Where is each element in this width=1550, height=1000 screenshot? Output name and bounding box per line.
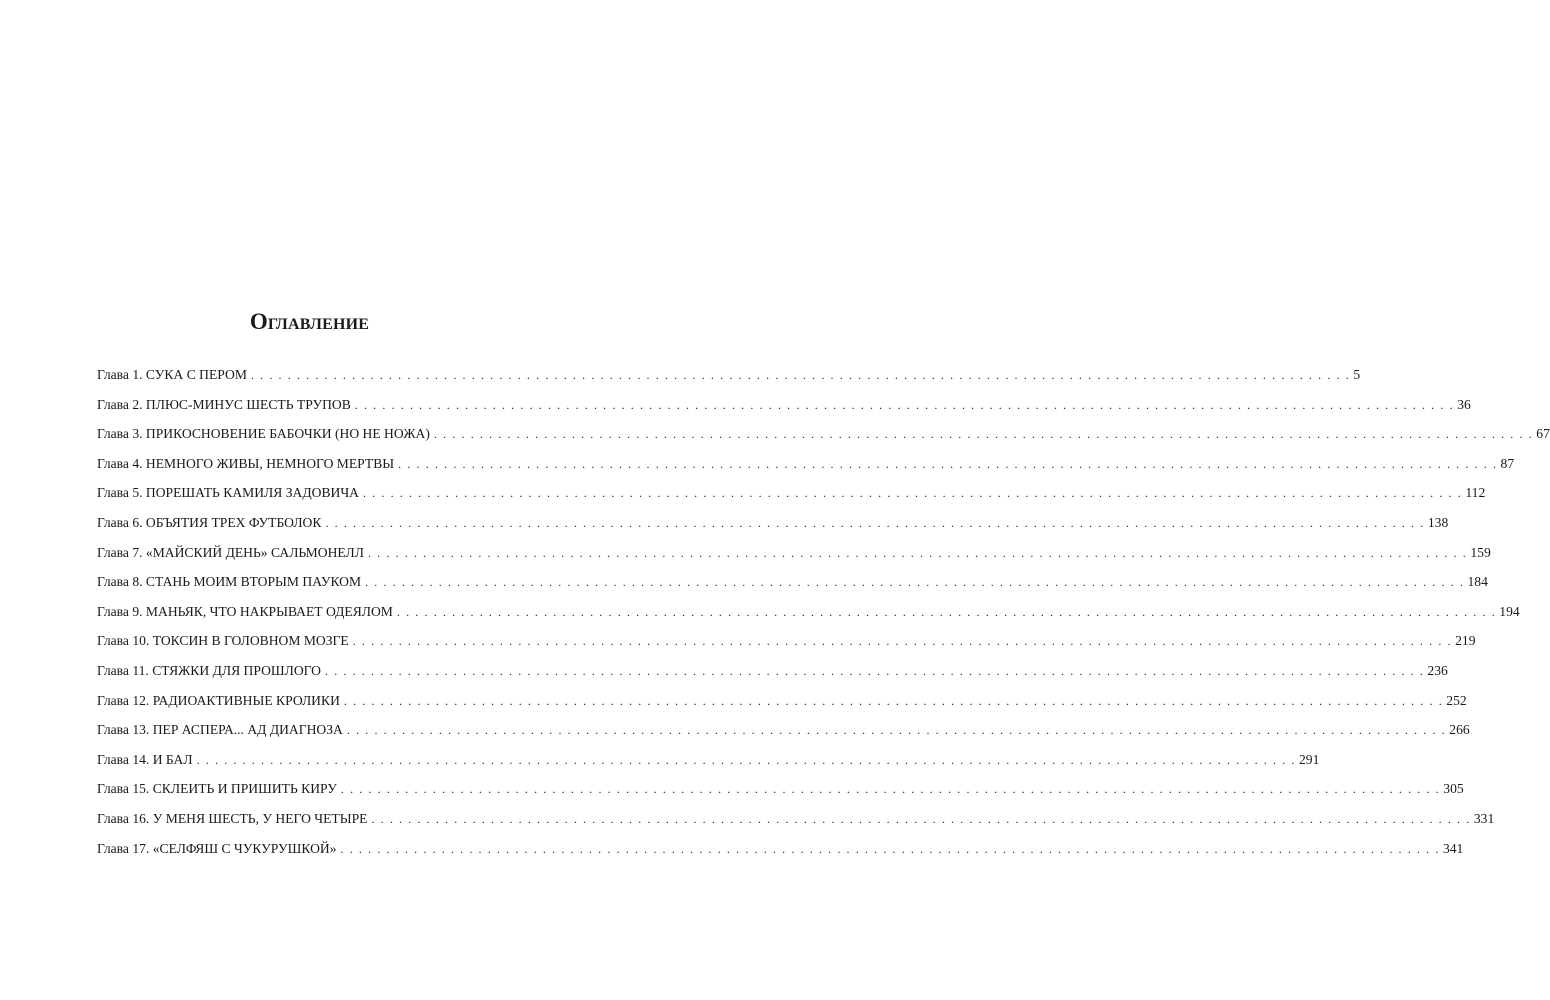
toc-entry-leader: . . . . . . . . . . . . . . . . . . . . . . . . . . . . . . . . . . . . . . . . . . . . . . . . . . . . . . . . . . . . . . . . . . . . . . . . . . . . . . . . . . . . . . . . . . . . . . . . . . . . . . . . . . . . . . . . . . . . . . . . bbox=[398, 456, 1498, 471]
toc-entry-page: 341 bbox=[1442, 840, 1464, 856]
toc-entry-label: Глава 8. СТАНЬ МОИМ ВТОРЫМ ПАУКОМ bbox=[97, 574, 362, 590]
toc-entry-label: Глава 1. СУКА С ПЕРОМ bbox=[97, 367, 247, 382]
toc-entry-label: Глава 3. ПРИКОСНОВЕНИЕ БАБОЧКИ (НО НЕ НОЖА) bbox=[97, 426, 430, 442]
toc-entry-label: Глава 13. ПЕР АСПЕРА... АД ДИАГНОЗА bbox=[97, 722, 343, 738]
toc-entry-page: 87 bbox=[1500, 455, 1515, 471]
toc-entry-chapter-15[interactable] bbox=[97, 779, 1464, 809]
toc-entry-chapter-7[interactable] bbox=[97, 543, 1491, 573]
toc-entry-chapter-3[interactable] bbox=[97, 424, 1550, 454]
toc-entry-label: Глава 2. ПЛЮС-МИНУС ШЕСТЬ ТРУПОВ bbox=[97, 396, 351, 412]
toc-entry-leader: . . . . . . . . . . . . . . . . . . . . . . . . . . . . . . . . . . . . . . . . . . . . . . . . . . . . . . . . . . . . . . . . . . . . . . . . . . . . . . . . . . . . . . . . . . . . . . . . . . . . . . . . . . . . . . . . . . . . . . . . bbox=[340, 841, 1440, 856]
toc-entry-label: Глава 10. ТОКСИН В ГОЛОВНОМ МОЗГЕ bbox=[97, 633, 349, 649]
toc-entry-leader: . . . . . . . . . . . . . . . . . . . . . . . . . . . . . . . . . . . . . . . . . . . . . . . . . . . . . . . . . . . . . . . . . . . . . . . . . . . . . . . . . . . . . . . . . . . . . . . . . . . . . . . . . . . . . . . . . . . . . . . . bbox=[362, 486, 1463, 501]
toc-entry-label: Глава 7. «МАЙСКИЙ ДЕНЬ» САЛЬМОНЕЛЛ bbox=[97, 544, 364, 560]
toc-entry-page: 159 bbox=[1470, 544, 1491, 560]
toc-entry-leader: . . . . . . . . . . . . . . . . . . . . . . . . . . . . . . . . . . . . . . . . . . . . . . . . . . . . . . . . . . . . . . . . . . . . . . . . . . . . . . . . . . . . . . . . . . . . . . . . . . . . . . . . . . . . . . . . . . . . . . . . bbox=[196, 752, 1296, 767]
toc-entry-label: Глава 11. СТЯЖКИ ДЛЯ ПРОШЛОГО bbox=[97, 662, 321, 678]
toc-entry-page: 138 bbox=[1427, 514, 1449, 530]
toc-title: Оглавление bbox=[249, 309, 370, 334]
toc-entry-leader: . . . . . . . . . . . . . . . . . . . . . . . . . . . . . . . . . . . . . . . . . . . . . . . . . . . . . . . . . . . . . . . . . . . . . . . . . . . . . . . . . . . . . . . . . . . . . . . . . . . . . . . . . . . . . . . . . . . . . . . . bbox=[365, 575, 1465, 590]
toc-entry-chapter-8[interactable] bbox=[97, 572, 1488, 602]
toc-entry-label: Глава 14. И БАЛ bbox=[97, 751, 193, 767]
toc-entry-leader: . . . . . . . . . . . . . . . . . . . . . . . . . . . . . . . . . . . . . . . . . . . . . . . . . . . . . . . . . . . . . . . . . . . . . . . . . . . . . . . . . . . . . . . . . . . . . . . . . . . . . . . . . . . . . . . . . . . . . . . . bbox=[354, 397, 1455, 412]
toc-entry-chapter-14[interactable] bbox=[97, 750, 1320, 780]
toc-entry-page: 236 bbox=[1427, 662, 1448, 678]
toc-entry-leader: . . . . . . . . . . . . . . . . . . . . . . . . . . . . . . . . . . . . . . . . . . . . . . . . . . . . . . . . . . . . . . . . . . . . . . . . . . . . . . . . . . . . . . . . . . . . . . . . . . . . . . . . . . . . . . . . . . . . . . . . bbox=[250, 368, 1351, 382]
toc-entry-chapter-5[interactable] bbox=[97, 483, 1486, 513]
toc-entry-page: 331 bbox=[1473, 810, 1495, 826]
table-of-contents bbox=[97, 365, 1550, 868]
toc-entry-leader: . . . . . . . . . . . . . . . . . . . . . . . . . . . . . . . . . . . . . . . . . . . . . . . . . . . . . . . . . . . . . . . . . . . . . . . . . . . . . . . . . . . . . . . . . . . . . . . . . . . . . . . . . . . . . . . . . . . . . . . . bbox=[371, 811, 1471, 826]
toc-entry-page: 36 bbox=[1457, 396, 1471, 412]
toc-entry-chapter-4[interactable] bbox=[97, 454, 1515, 484]
toc-entry-leader: . . . . . . . . . . . . . . . . . . . . . . . . . . . . . . . . . . . . . . . . . . . . . . . . . . . . . . . . . . . . . . . . . . . . . . . . . . . . . . . . . . . . . . . . . . . . . . . . . . . . . . . . . . . . . . . . . . . . . . . . bbox=[325, 515, 1425, 530]
toc-entry-leader: . . . . . . . . . . . . . . . . . . . . . . . . . . . . . . . . . . . . . . . . . . . . . . . . . . . . . . . . . . . . . . . . . . . . . . . . . . . . . . . . . . . . . . . . . . . . . . . . . . . . . . . . . . . . . . . . . . . . . . . . bbox=[325, 663, 1425, 678]
toc-entry-chapter-2[interactable] bbox=[97, 395, 1471, 425]
toc-entry-chapter-1[interactable] bbox=[97, 365, 1361, 395]
toc-entry-leader: . . . . . . . . . . . . . . . . . . . . . . . . . . . . . . . . . . . . . . . . . . . . . . . . . . . . . . . . . . . . . . . . . . . . . . . . . . . . . . . . . . . . . . . . . . . . . . . . . . . . . . . . . . . . . . . . . . . . . . . . bbox=[352, 634, 1453, 649]
toc-entry-page: 67 bbox=[1536, 426, 1550, 442]
toc-entry-label: Глава 5. ПОРЕШАТЬ КАМИЛЯ ЗАДОВИЧА bbox=[97, 485, 359, 501]
toc-entry-page: 291 bbox=[1299, 751, 1320, 767]
toc-entry-page: 252 bbox=[1446, 692, 1467, 708]
toc-entry-page: 184 bbox=[1467, 574, 1488, 590]
toc-entry-label: Глава 6. ОБЪЯТИЯ ТРЕХ ФУТБОЛОК bbox=[97, 514, 322, 530]
toc-entry-leader: . . . . . . . . . . . . . . . . . . . . . . . . . . . . . . . . . . . . . . . . . . . . . . . . . . . . . . . . . . . . . . . . . . . . . . . . . . . . . . . . . . . . . . . . . . . . . . . . . . . . . . . . . . . . . . . . . . . . . . . . bbox=[346, 723, 1447, 738]
toc-entry-page: 305 bbox=[1443, 781, 1464, 797]
toc-entry-page: 194 bbox=[1499, 603, 1520, 619]
toc-entry-label: Глава 4. НЕМНОГО ЖИВЫ, НЕМНОГО МЕРТВЫ bbox=[97, 455, 395, 471]
toc-entry-chapter-10[interactable] bbox=[97, 631, 1476, 661]
toc-entry-chapter-11[interactable] bbox=[97, 661, 1448, 691]
toc-entry-chapter-13[interactable] bbox=[97, 720, 1470, 750]
toc-entry-chapter-9[interactable] bbox=[97, 602, 1520, 632]
toc-entry-leader: . . . . . . . . . . . . . . . . . . . . . . . . . . . . . . . . . . . . . . . . . . . . . . . . . . . . . . . . . . . . . . . . . . . . . . . . . . . . . . . . . . . . . . . . . . . . . . . . . . . . . . . . . . . . . . . . . . . . . . . . bbox=[340, 782, 1441, 797]
toc-entry-leader: . . . . . . . . . . . . . . . . . . . . . . . . . . . . . . . . . . . . . . . . . . . . . . . . . . . . . . . . . . . . . . . . . . . . . . . . . . . . . . . . . . . . . . . . . . . . . . . . . . . . . . . . . . . . . . . . . . . . . . . . bbox=[343, 693, 1444, 708]
toc-entry-page: 5 bbox=[1353, 367, 1361, 382]
toc-entry-label: Глава 15. СКЛЕИТЬ И ПРИШИТЬ КИРУ bbox=[97, 781, 337, 797]
toc-entry-leader: . . . . . . . . . . . . . . . . . . . . . . . . . . . . . . . . . . . . . . . . . . . . . . . . . . . . . . . . . . . . . . . . . . . . . . . . . . . . . . . . . . . . . . . . . . . . . . . . . . . . . . . . . . . . . . . . . . . . . . . . bbox=[367, 545, 1468, 560]
toc-entry-chapter-17[interactable] bbox=[97, 839, 1464, 869]
toc-entry-chapter-12[interactable] bbox=[97, 691, 1467, 721]
toc-entry-leader: . . . . . . . . . . . . . . . . . . . . . . . . . . . . . . . . . . . . . . . . . . . . . . . . . . . . . . . . . . . . . . . . . . . . . . . . . . . . . . . . . . . . . . . . . . . . . . . . . . . . . . . . . . . . . . . . . . . . . . . . bbox=[433, 427, 1534, 442]
toc-entry-leader: . . . . . . . . . . . . . . . . . . . . . . . . . . . . . . . . . . . . . . . . . . . . . . . . . . . . . . . . . . . . . . . . . . . . . . . . . . . . . . . . . . . . . . . . . . . . . . . . . . . . . . . . . . . . . . . . . . . . . . . . bbox=[396, 604, 1497, 619]
toc-entry-chapter-16[interactable] bbox=[97, 809, 1495, 839]
toc-entry-label: Глава 12. РАДИОАКТИВНЫЕ КРОЛИКИ bbox=[97, 692, 340, 708]
toc-entry-label: Глава 9. МАНЬЯК, ЧТО НАКРЫВАЕТ ОДЕЯЛОМ bbox=[97, 603, 393, 619]
toc-entry-page: 266 bbox=[1449, 722, 1470, 738]
toc-entry-page: 112 bbox=[1465, 485, 1486, 501]
toc-entry-page: 219 bbox=[1455, 633, 1476, 649]
toc-entry-label: Глава 17. «СЕЛФЯШ С ЧУКУРУШКОЙ» bbox=[97, 840, 337, 856]
toc-entry-chapter-6[interactable] bbox=[97, 513, 1449, 543]
toc-entry-label: Глава 16. У МЕНЯ ШЕСТЬ, У НЕГО ЧЕТЫРЕ bbox=[97, 810, 368, 826]
